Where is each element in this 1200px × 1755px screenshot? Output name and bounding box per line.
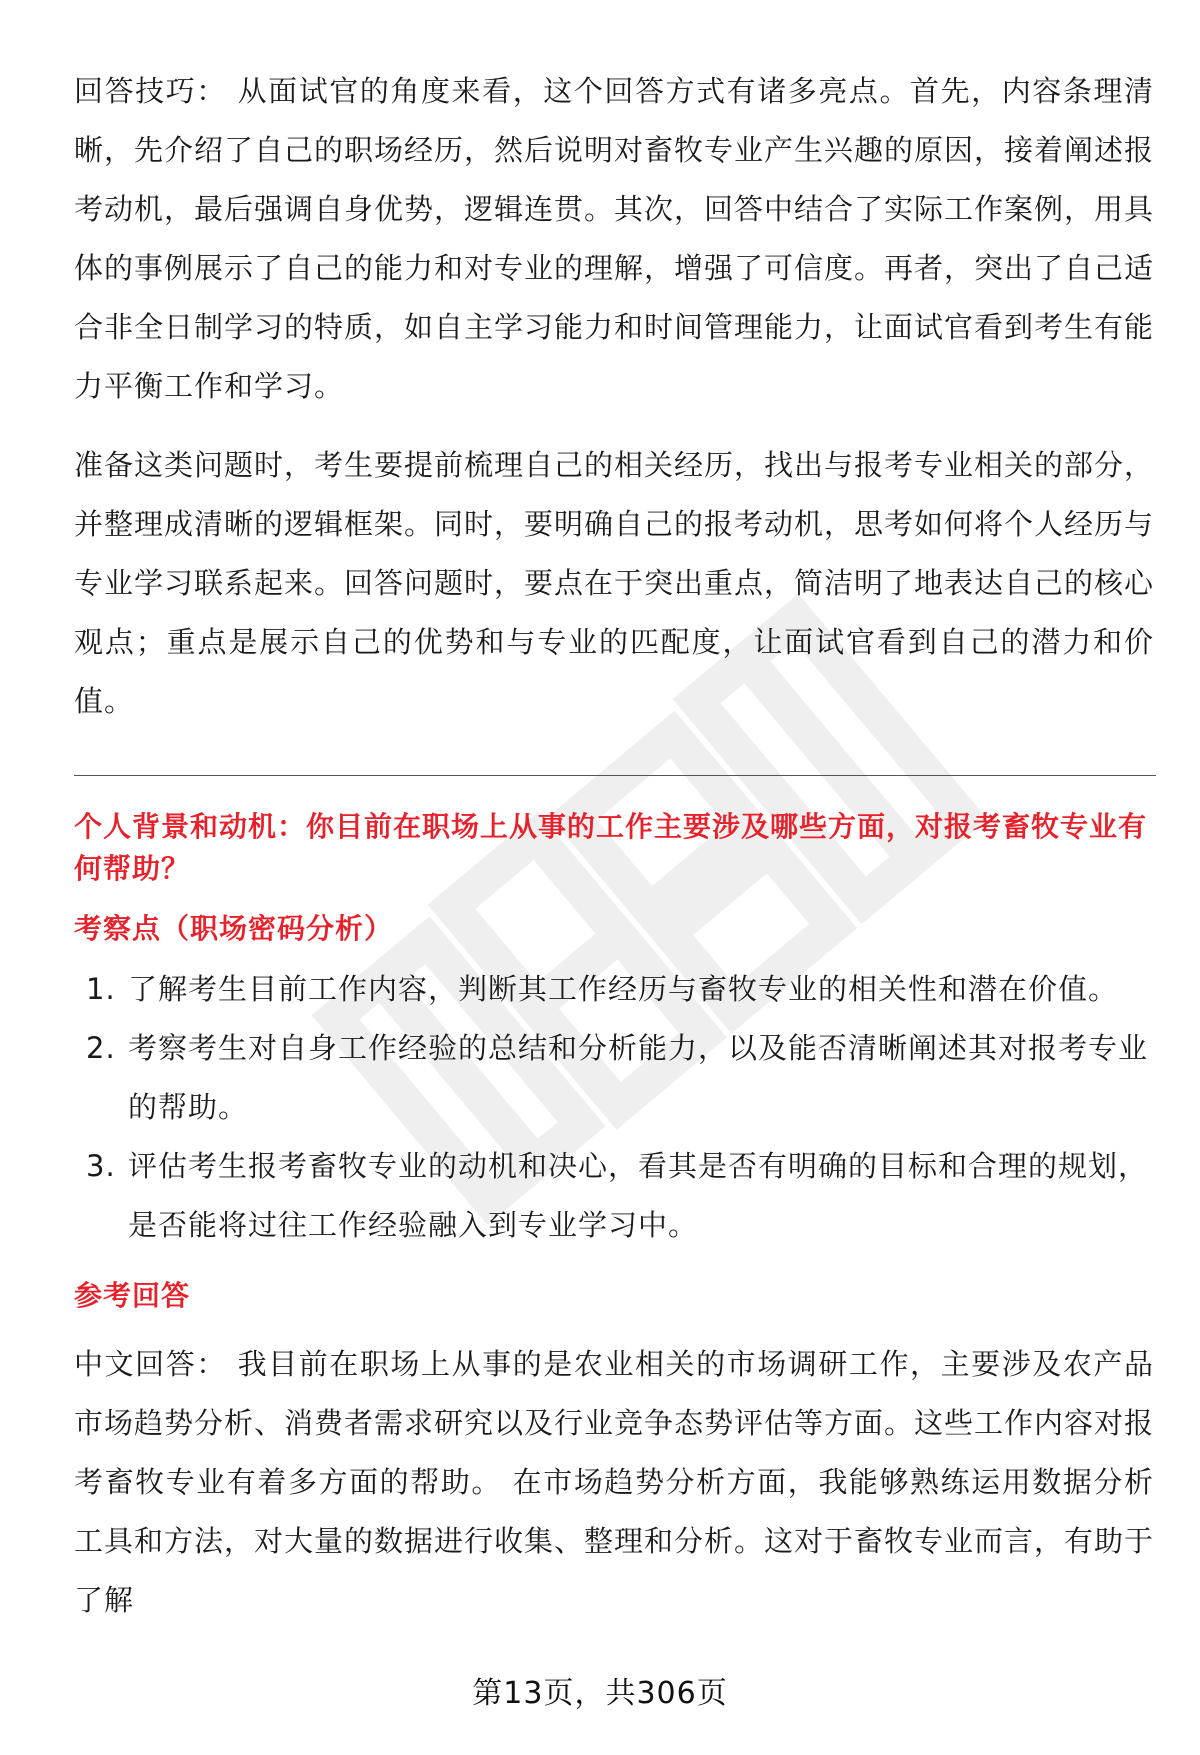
list-item-number: 2. xyxy=(86,1031,116,1065)
reference-answer-heading: 参考回答 xyxy=(74,1279,191,1312)
list-item-number: 3. xyxy=(86,1149,116,1183)
list-item-number: 1. xyxy=(86,972,116,1006)
focus-heading: 考察点（职场密码分析） xyxy=(74,912,394,945)
question-heading: 个人背景和动机：你目前在职场上从事的工作主要涉及哪些方面，对报考畜牧专业有何帮助？ xyxy=(74,810,1148,885)
focus-list xyxy=(74,960,1154,1255)
page-number: 第13页，共306页 xyxy=(472,1676,728,1711)
list-item xyxy=(74,1137,1154,1255)
preparation-paragraph: 准备这类问题时，考生要提前梳理自己的相关经历，找出与报考专业相关的部分，并整理成清晰的逻辑框架。同时，要明确自己的报考动机，思考如何将个人经历与专业学习联系起来。回答问题时，要点在于突出重点，简洁明了地表达自己的核心观点；重点是展示自己的优势和与专业的匹配度，让面试官看到自己的潜力和价值。 xyxy=(74,448,1155,718)
list-item xyxy=(74,1019,1154,1137)
list-item-text: 考察考生对自身工作经验的总结和分析能力，以及能否清晰阐述其对报考专业的帮助。 xyxy=(128,1031,1149,1124)
document-content xyxy=(74,62,1154,1630)
list-item xyxy=(74,960,1154,1019)
section-divider xyxy=(74,775,1156,776)
list-item-text: 了解考生目前工作内容，判断其工作经历与畜牧专业的相关性和潜在价值。 xyxy=(128,972,1119,1006)
list-item-text: 评估考生报考畜牧专业的动机和决心，看其是否有明确的目标和合理的规划，是否能将过往工作经验融入到专业学习中。 xyxy=(128,1149,1149,1242)
reference-answer-paragraph: 中文回答： 我目前在职场上从事的是农业相关的市场调研工作，主要涉及农产品市场趋势分析、消费者需求研究以及行业竞争态势评估等方面。这些工作内容对报考畜牧专业有着多方面的帮助。 在市场趋势分析方面，我能够熟练运用数据分析工具和方法，对大量的数据进行收集、整理和分析。这对于畜牧专业而言，有助于了解 xyxy=(74,1347,1155,1617)
answer-tips-paragraph: 回答技巧： 从面试官的角度来看，这个回答方式有诸多亮点。首先，内容条理清晰，先介绍了自己的职场经历，然后说明对畜牧专业产生兴趣的原因，接着阐述报考动机，最后强调自身优势，逻辑连贯。其次，回答中结合了实际工作案例，用具体的事例展示了自己的能力和对专业的理解，增强了可信度。再者，突出了自己适合非全日制学习的特质，如自主学习能力和时间管理能力，让面试官看到考生有能力平衡工作和学习。 xyxy=(74,74,1155,403)
